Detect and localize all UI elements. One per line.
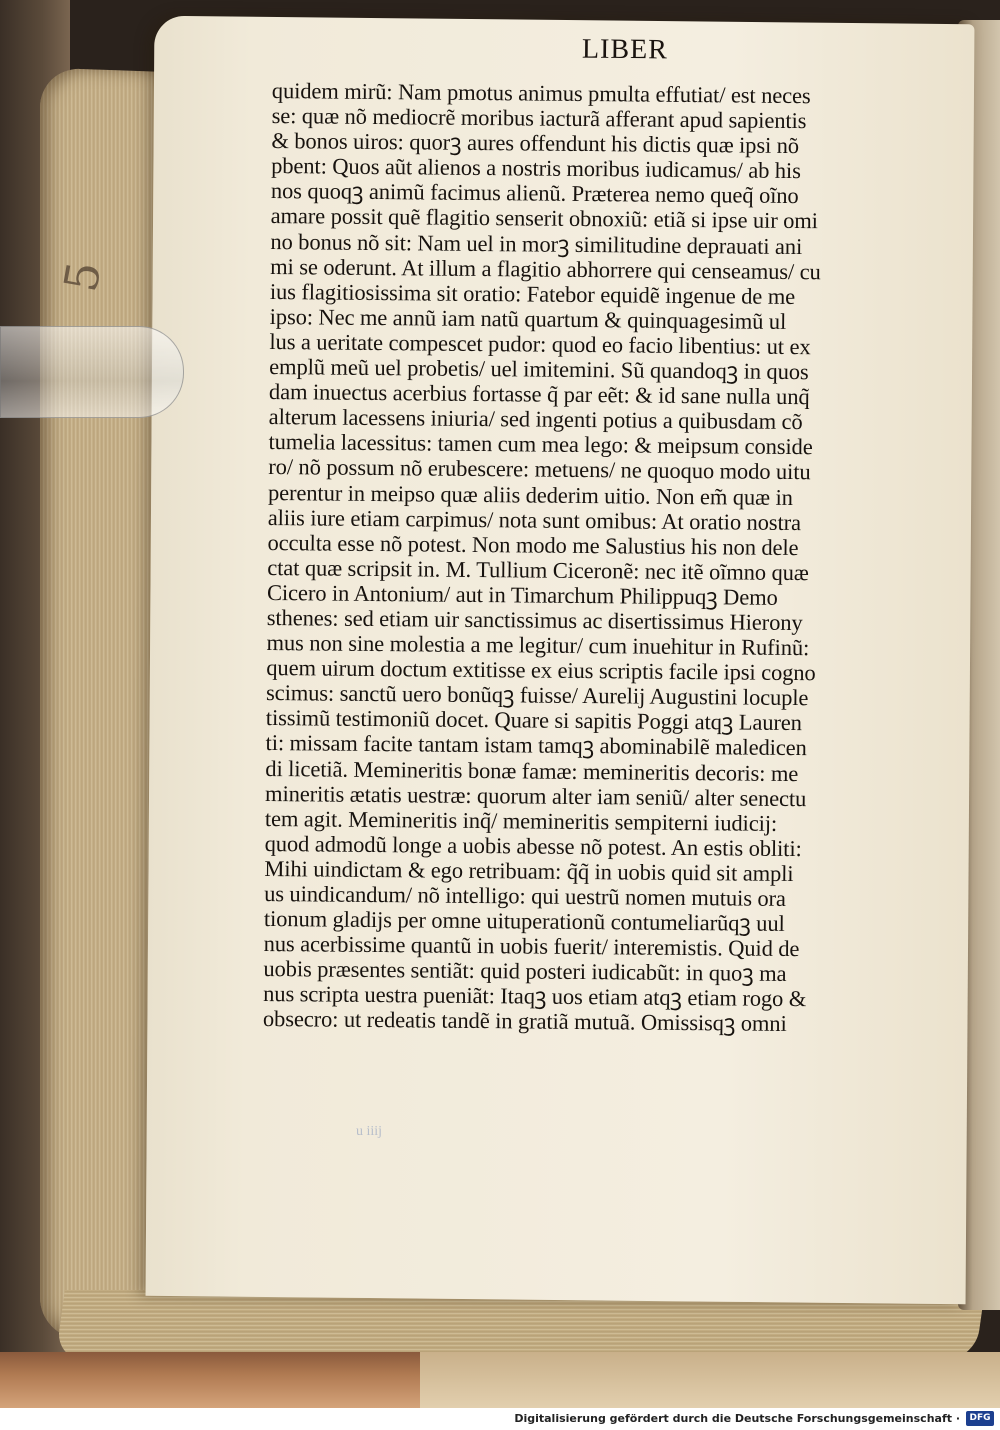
text-line: tem agit. Memineritis inq̃/ memineritis sempiterni iudicij: [264, 805, 778, 836]
text-line: no bonus nõ sit: Nam uel in morꝫ similitudine deprauati ani [270, 228, 803, 259]
text-line: & bonos uiros: quorꝫ aures offendunt his dictis quæ ipsi nõ [271, 128, 800, 159]
text-line: quod admodũ longe a uobis abesse nõ potest. An estis obliti: [264, 830, 802, 861]
text-line: perentur in meipso quæ aliis dederim uitio. Non em̃ quæ in [267, 479, 793, 510]
text-line: quem uirum doctum extitisse ex eius scriptis facile ipsi cogno [266, 655, 816, 686]
dfg-logo: DFG [966, 1411, 994, 1426]
text-line: se: quæ nõ mediocrẽ moribus iacturã afferant apud sapientis [271, 103, 807, 134]
text-line: alterum lacessens iniuria/ sed ingenti potius a quibusdam cõ [268, 404, 803, 435]
text-line: di licetiã. Memineritis bonæ famæ: memineritis decoris: me [265, 755, 799, 786]
text-line: dam inuectus acerbius fortasse q̃ par eẽt: & id sane nulla unq̃ [268, 379, 810, 410]
text-line: ro/ nõ possum nõ erubescere: metuens/ ne quoquo modo uitu [268, 454, 811, 485]
text-line: nus scripta uestra pueniãt: Itaqꝫ uos etiam atqꝫ etiam rogo & [263, 981, 807, 1012]
text-line: mi se oderunt. At illum a flagitio abhorrere qui censeamus/ cu [270, 253, 821, 284]
text-line: amare possit quẽ flagitio senserit obnoxiũ: etiã si ipse uir omi [270, 203, 819, 234]
text-line: scimus: sanctũ uero bonũqꝫ fuisse/ Aurelij Augustini locuple [265, 680, 809, 711]
text-line: mineritis ætatis uestræ: quorum alter iam seniũ/ alter senectu [265, 780, 807, 811]
text-line: pbent: Quos aũt alienos a nostris moribus iudicamus/ ab his [271, 153, 801, 184]
text-line: Mihi uindictam & ego retribuam: q̃q̃ in uobis quid sit ampli [264, 855, 794, 886]
footer-credit: Digitalisierung gefördert durch die Deutsche Forschungsgemeinschaft · [514, 1412, 960, 1425]
text-line: tissimũ testimoniũ docet. Quare si sapitis Poggi atqꝫ Lauren [265, 705, 803, 736]
text-line: aliis iure etiam carpimus/ nota sunt omibus: At oratio nostra [267, 504, 802, 535]
text-line: mus non sine molestia a me legitur/ cum inuehitur in Rufinũ: [266, 630, 810, 661]
text-line: quidem mirũ: Nam pmotus animus pmulta effutiat/ est neces [271, 78, 811, 109]
text-line: tumelia lacessitus: tamen cum mea lego: & meipsum conside [268, 429, 813, 460]
text-line: lus a ueritate compescet pudor: quod eo facio libentius: ut ex [269, 328, 811, 360]
text-line: uobis præsentes sentiãt: quid posteri iudicabũt: in quoꝫ ma [263, 956, 787, 987]
text-line: ius flagitiosissima sit oratio: Fatebor equidẽ ingenue de me [269, 278, 796, 309]
cover-paper-strip [420, 1352, 1000, 1408]
text-line: sthenes: sed etiam uir sanctissimus ac disertissimus Hierony [266, 604, 803, 636]
text-line: ipso: Nec me annũ iam natũ quartum & quinquagesimũ ul [269, 303, 787, 334]
text-line: tionum gladijs per omne uituperationũ contumeliarũqꝫ uul [263, 906, 785, 937]
text-line: nos quoqꝫ animũ facimus alienũ. Præterea nemo queq̃ oĩno [270, 178, 799, 209]
book-holder-clip [0, 326, 184, 418]
text-line: ctat quæ scripsit in. M. Tullium Ciceronẽ: nec itẽ oĩmno quæ [267, 554, 809, 585]
text-line: Cicero in Antonium/ aut in Timarchum Philippuqꝫ Demo [266, 579, 778, 610]
text-block [262, 78, 940, 1124]
text-line: ti: missam facite tantam istam tamqꝫ abominabilẽ maledicen [265, 730, 807, 761]
text-line: us uindicandum/ nõ intelligo: qui uestrũ nomen mutuis ora [264, 880, 787, 911]
running-head: LIBER [581, 33, 669, 66]
text-line: emplũ meũ uel probetis/ uel imitemini. Sũ quandoqꝫ in quos [269, 354, 809, 385]
margin-note: 5 [53, 257, 112, 296]
text-line: obsecro: ut redeatis tandẽ in gratiã mutuã. Omissisqꝫ omni [262, 1006, 787, 1037]
signature-mark: u iiij [356, 1124, 383, 1139]
text-line: occulta esse nõ potest. Non modo me Salustius his non dele [267, 529, 799, 560]
text-line: nus acerbissime quantũ in uobis fuerit/ interemistis. Quid de [263, 931, 800, 962]
